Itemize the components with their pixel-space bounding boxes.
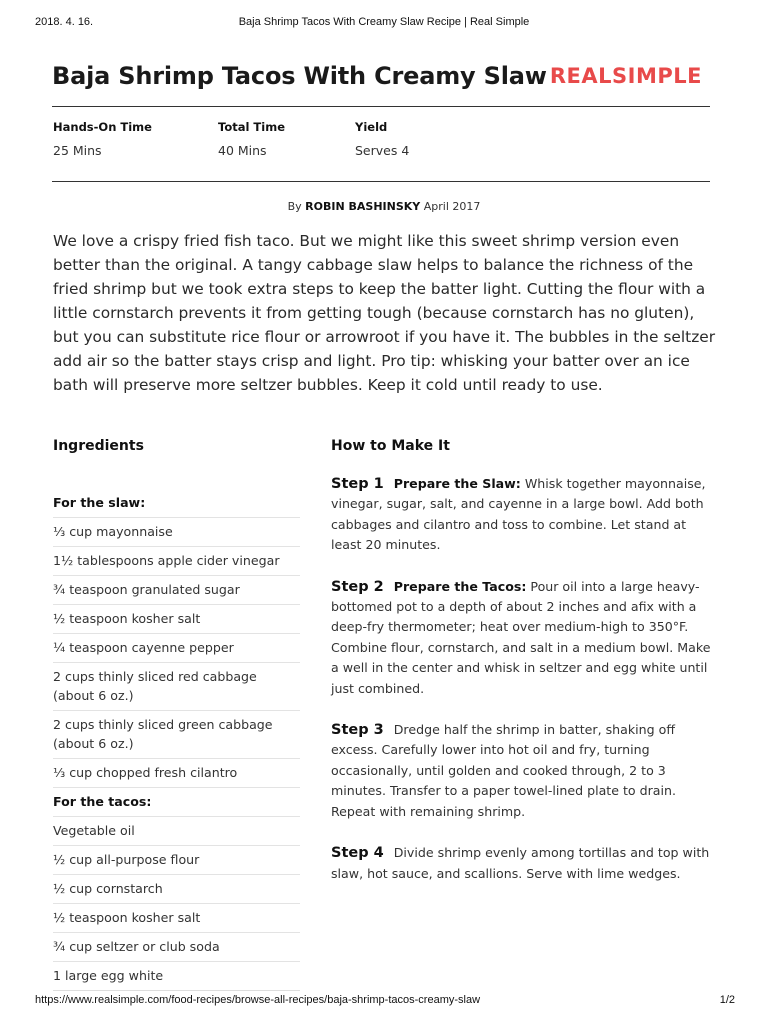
meta-label: Hands-On Time	[53, 120, 152, 134]
steps-list	[331, 474, 717, 884]
publish-date: April 2017	[423, 200, 481, 213]
page-url[interactable]: https://www.realsimple.com/food-recipes/browse-all-recipes/baja-shrimp-tacos-creamy-slaw	[35, 994, 481, 1006]
step-title: Prepare the Tacos:	[393, 578, 527, 594]
total-time	[218, 120, 285, 158]
method-heading: How to Make It	[331, 438, 450, 454]
step-text: Whisk together mayonnaise, vinegar, sugar, salt, and cayenne in a large bowl. Add both cabbages and cilantro and toss to combine. Let stand at least 20 minutes.	[331, 476, 706, 553]
byline	[0, 200, 768, 213]
ingredient-item: 2 cups thinly sliced red cabbage (about 6 oz.)	[53, 663, 300, 711]
meta-value: 25 Mins	[53, 143, 102, 158]
divider	[52, 181, 710, 182]
meta-label: Total Time	[218, 120, 285, 134]
step-number: Step 3	[331, 722, 384, 739]
meta-label: Yield	[355, 120, 388, 134]
recipe-title: Baja Shrimp Tacos With Creamy Slaw	[52, 62, 547, 90]
ingredient-item: 2 cups thinly sliced green cabbage (about 6 oz.)	[53, 711, 300, 759]
step-text: Dredge half the shrimp in batter, shaking off excess. Carefully lower into hot oil and fry, turning occasionally, until golden and cooked through, 2 to 3 minutes. Transfer to a paper towel-lined plate to drain. Repeat with remaining shrimp.	[331, 722, 677, 819]
ingredient-group-label: For the slaw:	[53, 489, 300, 518]
meta-value: 40 Mins	[218, 143, 267, 158]
ingredients-section	[53, 438, 300, 991]
print-page-title: Baja Shrimp Tacos With Creamy Slaw Recipe | Real Simple	[238, 16, 530, 28]
step-3	[331, 720, 717, 822]
step-title: Prepare the Slaw:	[393, 476, 521, 491]
divider	[52, 106, 710, 107]
method-section	[331, 438, 717, 905]
step-text: Divide shrimp evenly among tortillas and top with slaw, hot sauce, and scallions. Serve with lime wedges.	[331, 845, 710, 881]
ingredient-group-label: For the tacos:	[53, 788, 300, 817]
step-2	[331, 577, 717, 699]
print-date: 2018. 4. 16.	[35, 16, 94, 28]
ingredient-item: ½ teaspoon kosher salt	[53, 904, 300, 933]
ingredients-heading: Ingredients	[53, 438, 144, 454]
print-footer	[0, 994, 768, 1010]
step-text: Pour oil into a large heavy-bottomed pot to a depth of about 2 inches and afix with a deep-fry thermometer; heat over medium-high to 350°F. Combine flour, cornstarch, and salt in a medium bowl. Make a well in the center and whisk in seltzer and egg white until just combined.	[331, 578, 711, 696]
step-1	[331, 474, 717, 556]
ingredient-item: ½ cup cornstarch	[53, 875, 300, 904]
hands-on-time	[53, 120, 152, 158]
step-number: Step 2	[331, 578, 384, 595]
ingredient-item: Vegetable oil	[53, 817, 300, 846]
yield	[355, 120, 409, 158]
ingredient-item: ¾ teaspoon granulated sugar	[53, 576, 300, 605]
ingredient-item: ⅓ cup chopped fresh cilantro	[53, 759, 300, 788]
ingredient-item: ½ cup all-purpose flour	[53, 846, 300, 875]
step-4	[331, 843, 717, 884]
print-header	[0, 16, 768, 32]
ingredient-item: ½ teaspoon kosher salt	[53, 605, 300, 634]
page-number: 1/2	[719, 994, 735, 1006]
ingredient-item: 1½ tablespoons apple cider vinegar	[53, 547, 300, 576]
byline-prefix: By	[287, 200, 302, 213]
step-number: Step 4	[331, 845, 384, 862]
recipe-intro: We love a crispy fried fish taco. But we might like this sweet shrimp version even better than the original. A tangy cabbage slaw helps to balance the richness of the fried shrimp but we took extra steps to keep the batter light. Cutting the flour with a little cornstarch prevents it from getting tough (because cornstarch has no gluten), but you can substitute rice flour or arrowroot if you have it. The bubbles in the seltzer add air so the batter stays crisp and light. Pro tip: whisking your batter over an ice bath will preserve more seltzer bubbles. Keep it cold until ready to use.	[53, 232, 716, 394]
ingredient-item: ¾ cup seltzer or club soda	[53, 933, 300, 962]
ingredient-item: ⅓ cup mayonnaise	[53, 518, 300, 547]
step-number: Step 1	[331, 476, 384, 492]
ingredients-list	[53, 489, 300, 991]
ingredient-item: ¼ teaspoon cayenne pepper	[53, 634, 300, 663]
brand-logo[interactable]: REALSIMPLE	[549, 64, 702, 88]
meta-value: Serves 4	[355, 143, 410, 158]
ingredient-item: 1 large egg white	[53, 968, 164, 983]
author-name[interactable]: ROBIN BASHINSKY	[305, 200, 421, 213]
